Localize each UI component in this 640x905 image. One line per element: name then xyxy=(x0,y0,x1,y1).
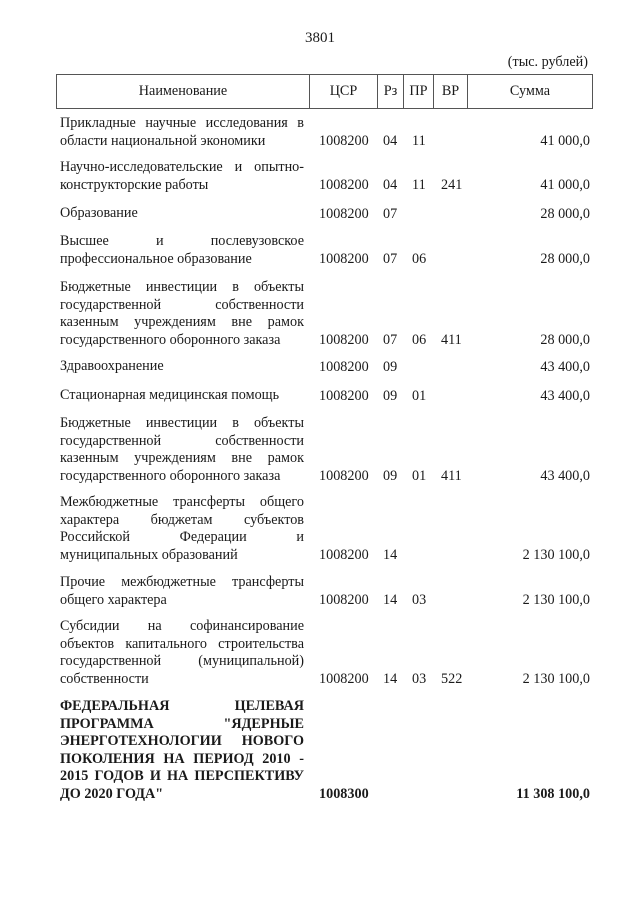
row-csr: 1008200 xyxy=(319,358,369,375)
row-csr: 1008200 xyxy=(319,546,369,563)
row-rz: 09 xyxy=(383,387,398,404)
row-csr: 1008200 xyxy=(319,331,369,348)
row-name: Здравоохранение xyxy=(60,358,164,374)
row-sum: 11 308 100,0 xyxy=(516,785,590,802)
row-pr: 03 xyxy=(412,670,427,687)
table-row xyxy=(60,358,590,376)
row-csr: 1008200 xyxy=(319,670,369,687)
header-sum: Сумма xyxy=(509,83,551,99)
row-sum: 28 000,0 xyxy=(540,205,590,222)
row-name: Бюджетные инвестиции в объекты государственной собственности казенным учреждениям вне рамок государственного оборонного заказа xyxy=(60,415,304,484)
row-name: Стационарная медицинская помощь xyxy=(60,387,280,403)
row-sum: 41 000,0 xyxy=(540,132,590,149)
row-pr: 01 xyxy=(412,387,427,404)
row-csr: 1008200 xyxy=(319,250,369,267)
row-name: Субсидии на софинансирование объектов капитального строительства государственной (муниципальной) собственности xyxy=(60,618,304,687)
row-pr: 06 xyxy=(412,331,427,348)
row-sum: 28 000,0 xyxy=(540,331,590,348)
row-rz: 14 xyxy=(383,546,398,563)
header-rz: Рз xyxy=(378,75,404,108)
row-rz: 07 xyxy=(383,250,398,267)
row-pr: 11 xyxy=(412,176,426,193)
header-vr: ВР xyxy=(434,75,468,108)
row-pr: 03 xyxy=(412,591,427,608)
table-row xyxy=(60,415,590,485)
row-sum: 43 400,0 xyxy=(540,387,590,404)
row-sum: 2 130 100,0 xyxy=(522,546,590,563)
row-rz: 04 xyxy=(383,132,398,149)
row-csr: 1008200 xyxy=(319,132,369,149)
table-row-program-total xyxy=(60,698,590,803)
units-label: (тыс. рублей) xyxy=(507,54,588,70)
row-name: Образование xyxy=(60,205,138,221)
row-rz: 09 xyxy=(383,358,398,375)
table-row xyxy=(60,205,590,223)
row-rz: 04 xyxy=(383,176,398,193)
row-csr: 1008200 xyxy=(319,467,369,484)
table-row xyxy=(60,618,590,688)
row-csr: 1008200 xyxy=(319,205,369,222)
row-rz: 07 xyxy=(383,331,398,348)
table-row xyxy=(60,574,590,609)
row-rz: 07 xyxy=(383,205,398,222)
row-csr: 1008300 xyxy=(319,785,369,802)
row-csr: 1008200 xyxy=(319,387,369,404)
row-sum: 2 130 100,0 xyxy=(522,591,590,608)
row-rz: 14 xyxy=(383,591,398,608)
row-sum: 2 130 100,0 xyxy=(522,670,590,687)
header-csr: ЦСР xyxy=(310,75,378,108)
row-csr: 1008200 xyxy=(319,176,369,193)
row-name: Межбюджетные трансферты общего характера бюджетам субъектов Российской Федерации и муниципальных образований xyxy=(60,494,304,563)
row-vr: 522 xyxy=(441,670,463,687)
row-vr: 241 xyxy=(441,176,463,193)
row-sum: 41 000,0 xyxy=(540,176,590,193)
row-rz: 09 xyxy=(383,467,398,484)
table-row xyxy=(60,159,590,194)
row-vr: 411 xyxy=(441,331,462,348)
row-rz: 14 xyxy=(383,670,398,687)
header-name: Наименование xyxy=(57,75,310,108)
row-sum: 43 400,0 xyxy=(540,467,590,484)
table-row xyxy=(60,115,590,150)
page-number: 3801 xyxy=(305,30,335,46)
table-row xyxy=(60,233,590,268)
row-sum: 28 000,0 xyxy=(540,250,590,267)
row-pr: 01 xyxy=(412,467,427,484)
table-row xyxy=(60,494,590,564)
row-pr: 11 xyxy=(412,132,426,149)
row-name: Прикладные научные исследования в области национальной экономики xyxy=(60,115,304,149)
table-row xyxy=(60,387,590,405)
table-header xyxy=(56,74,593,109)
row-pr: 06 xyxy=(412,250,427,267)
row-name: Прочие межбюджетные трансферты общего характера xyxy=(60,574,304,608)
table-row xyxy=(60,279,590,349)
row-name: Бюджетные инвестиции в объекты государственной собственности казенным учреждениям вне рамок государственного оборонного заказа xyxy=(60,279,304,348)
row-csr: 1008200 xyxy=(319,591,369,608)
row-vr: 411 xyxy=(441,467,462,484)
row-name: ФЕДЕРАЛЬНАЯ ЦЕЛЕВАЯ ПРОГРАММА "ЯДЕРНЫЕ ЭНЕРГОТЕХНОЛОГИИ НОВОГО ПОКОЛЕНИЯ НА ПЕРИОД 2010 - 2015 ГОДОВ И НА ПЕРСПЕКТИВУ ДО 2020 ГОДА" xyxy=(60,698,304,802)
row-sum: 43 400,0 xyxy=(540,358,590,375)
row-name: Высшее и послевузовское профессиональное образование xyxy=(60,233,304,267)
row-name: Научно-исследовательские и опытно-конструкторские работы xyxy=(60,159,304,193)
header-pr: ПР xyxy=(404,75,434,108)
